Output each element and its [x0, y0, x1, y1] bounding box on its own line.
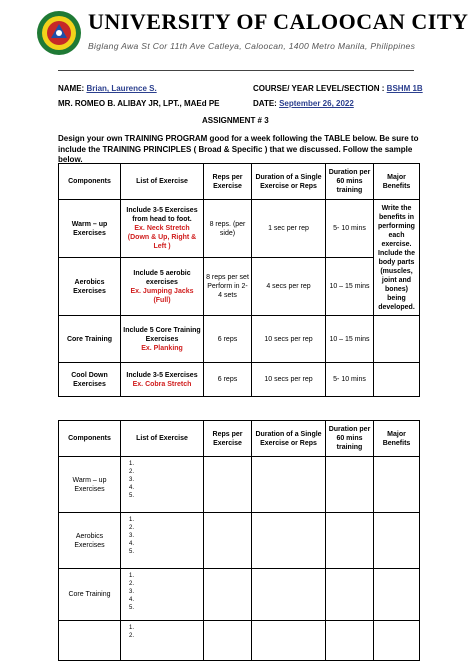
list-item: 1. [129, 461, 135, 467]
exercise-list-cell [121, 569, 204, 621]
reps-cell [204, 513, 252, 569]
benefits-cell-empty [374, 363, 420, 397]
table-row [59, 569, 420, 621]
table-header-row [59, 421, 420, 457]
column-header: List of Exercise [121, 421, 204, 457]
exercise-example: Ex. Cobra Stretch [132, 380, 192, 388]
column-header: List of Exercise [121, 164, 204, 200]
duration-cell [252, 569, 326, 621]
component-cell: Core Training [59, 569, 121, 621]
column-header: Duration of a Single Exercise or Reps [252, 164, 326, 200]
column-header: Duration per 60 mins training [326, 421, 374, 457]
component-cell: Aerobics Exercises [59, 513, 121, 569]
exercise-cell [121, 316, 204, 363]
reps-cell [204, 621, 252, 661]
exercise-list-cell [121, 457, 204, 513]
exercise-example: Ex. Neck Stretch (Down & Up, Right & Left ) [127, 225, 197, 250]
table-header-row [59, 164, 420, 200]
exercise-text: Include 5 Core Training Exercises [123, 326, 201, 343]
exercise-example: Ex. Planking [141, 344, 183, 352]
reps-cell: 8 reps. (per side) [204, 200, 252, 258]
list-item: 3. [129, 477, 135, 483]
list-item: 4. [129, 541, 135, 547]
exercise-cell [121, 363, 204, 397]
exercise-text: Include 5 aerobic exercises [133, 269, 191, 286]
list-item: 5. [129, 549, 135, 555]
column-header: Major Benefits [374, 164, 420, 200]
duration-cell [252, 621, 326, 661]
table-row [59, 200, 420, 258]
per60-cell: 5- 10 mins [326, 363, 374, 397]
column-header: Duration of a Single Exercise or Reps [252, 421, 326, 457]
list-item: 1. [129, 625, 135, 631]
table-row [59, 363, 420, 397]
list-item: 2. [129, 581, 135, 587]
list-item: 4. [129, 597, 135, 603]
reps-cell: 8 reps per set Perform in 2-4 sets [204, 258, 252, 316]
table-row [59, 457, 420, 513]
reps-cell: 6 reps [204, 316, 252, 363]
exercise-list-cell [121, 621, 204, 661]
table-row [59, 258, 420, 316]
list-item: 5. [129, 493, 135, 499]
exercise-cell [121, 200, 204, 258]
reps-cell [204, 457, 252, 513]
duration-cell: 10 secs per rep [252, 363, 326, 397]
list-item: 3. [129, 533, 135, 539]
instructions: Design your own TRAINING PROGRAM good for a week following the TABLE below. Be sure to include the TRAINING PRINCIPLES ( Broad & Specific ) that we discussed. Follow the sample below. [58, 134, 419, 164]
list-item: 3. [129, 589, 135, 595]
component-cell: Warm – up Exercises [59, 200, 121, 258]
blank-training-table [58, 420, 420, 661]
header-divider [58, 70, 414, 71]
name-line [58, 84, 157, 93]
sample-training-table [58, 163, 420, 397]
benefits-cell [374, 457, 420, 513]
name-label: NAME: [58, 84, 85, 93]
benefits-cell [374, 569, 420, 621]
list-item: 5. [129, 605, 135, 611]
per60-cell: 10 – 15 mins [326, 316, 374, 363]
exercise-list-cell [121, 513, 204, 569]
university-seal-logo [36, 10, 82, 56]
university-name: UNIVERSITY OF CALOOCAN CITY [88, 9, 469, 34]
benefits-cell [374, 621, 420, 661]
benefits-cell: Write the benefits in performing each exercise. Include the body parts (muscles, joint and bones) being developed. [374, 200, 420, 316]
column-header: Reps per Exercise [204, 421, 252, 457]
reps-cell: 6 reps [204, 363, 252, 397]
duration-cell [252, 513, 326, 569]
duration-cell: 1 sec per rep [252, 200, 326, 258]
course-line [253, 84, 423, 93]
reps-cell [204, 569, 252, 621]
table-row [59, 621, 420, 661]
name-value: Brian, Laurence S. [86, 84, 157, 93]
list-item: 1. [129, 573, 135, 579]
per60-cell: 5- 10 mins [326, 200, 374, 258]
exercise-text: Include 3-5 Exercises [126, 371, 198, 379]
course-label: COURSE/ YEAR LEVEL/SECTION : [253, 84, 385, 93]
per60-cell [326, 513, 374, 569]
date-value: September 26, 2022 [279, 99, 354, 108]
table-row [59, 316, 420, 363]
component-cell [59, 621, 121, 661]
date-label: DATE: [253, 99, 277, 108]
duration-cell [252, 457, 326, 513]
list-item: 2. [129, 469, 135, 475]
component-cell: Cool Down Exercises [59, 363, 121, 397]
list-item: 4. [129, 485, 135, 491]
assignment-title: ASSIGNMENT # 3 [202, 116, 269, 125]
exercise-cell [121, 258, 204, 316]
table-row [59, 513, 420, 569]
component-cell: Core Training [59, 316, 121, 363]
instructor: MR. ROMEO B. ALIBAY JR, LPT., MAEd PE [58, 99, 220, 108]
column-header: Duration per 60 mins training [326, 164, 374, 200]
column-header: Components [59, 164, 121, 200]
per60-cell [326, 569, 374, 621]
column-header: Components [59, 421, 121, 457]
per60-cell [326, 621, 374, 661]
duration-cell: 4 secs per rep [252, 258, 326, 316]
exercise-text: Include 3-5 Exercises from head to foot. [126, 207, 198, 223]
duration-cell: 10 secs per rep [252, 316, 326, 363]
university-address: Biglang Awa St Cor 11th Ave Catleya, Caloocan, 1400 Metro Manila, Philippines [88, 41, 416, 51]
list-item: 2. [129, 633, 135, 639]
benefits-cell [374, 513, 420, 569]
list-item: 2. [129, 525, 135, 531]
column-header: Reps per Exercise [204, 164, 252, 200]
list-item: 1. [129, 517, 135, 523]
course-value: BSHM 1B [386, 84, 423, 93]
letterhead [22, 6, 469, 62]
per60-cell: 10 – 15 mins [326, 258, 374, 316]
column-header: Major Benefits [374, 421, 420, 457]
component-cell: Aerobics Exercises [59, 258, 121, 316]
date-line [253, 99, 354, 108]
benefits-cell-empty [374, 316, 420, 363]
exercise-example: Ex. Jumping Jacks (Full) [130, 287, 194, 304]
component-cell: Warm – up Exercises [59, 457, 121, 513]
per60-cell [326, 457, 374, 513]
